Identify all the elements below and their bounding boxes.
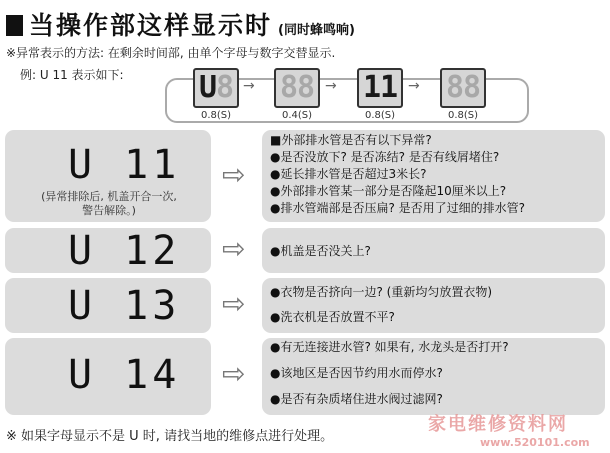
cause-u14-3: ●是否有杂质堵住进水阀过滤网? bbox=[270, 392, 443, 406]
cause-u11-2: ●是否没放下? 是否冻结? 是否有线屑堵住? bbox=[270, 150, 500, 164]
code-u11: U 11 bbox=[68, 142, 181, 188]
lcd-step-3-on: 11 bbox=[362, 70, 398, 105]
code-u12: U 12 bbox=[68, 228, 181, 274]
watermark-url: www.520101.com bbox=[480, 436, 590, 449]
lcd-step-1 bbox=[193, 68, 239, 108]
title-sub: (同时蜂鸣响) bbox=[278, 23, 355, 38]
time-step-2: 0.4(S) bbox=[281, 110, 313, 121]
code-u13: U 13 bbox=[68, 283, 181, 329]
cause-u13-1: ●衣物是否挤向一边? (重新均匀放置衣物) bbox=[270, 285, 493, 299]
cause-u11-5: ●排水管端部是否压扁? 是否用了过细的排水管? bbox=[270, 201, 526, 215]
title-square-icon bbox=[6, 15, 23, 36]
sequence-arrow-2: → bbox=[325, 78, 337, 94]
lcd-step-4-off: 88 bbox=[445, 70, 481, 105]
lcd-step-1-on: U bbox=[198, 70, 216, 105]
lcd-step-3 bbox=[357, 68, 403, 108]
sequence-arrow-1: → bbox=[243, 78, 255, 94]
code-u11-note: (异常排除后, 机盖开合一次, 警告解除。) bbox=[41, 190, 177, 217]
arrow-u12-icon: ⇨ bbox=[222, 232, 246, 265]
arrow-u14-icon: ⇨ bbox=[222, 357, 246, 390]
cause-u12-1: ●机盖是否没关上? bbox=[270, 244, 371, 258]
cause-u14-1: ●有无连接进水管? 如果有, 水龙头是否打开? bbox=[270, 340, 509, 354]
footer-note: ※ 如果字母显示不是 U 时, 请找当地的维修点进行处理。 bbox=[6, 429, 334, 444]
lcd-step-4 bbox=[440, 68, 486, 108]
cause-u11-1: ■外部排水管是否有以下异常? bbox=[270, 133, 432, 147]
example-label: 例: U 11 表示如下: bbox=[20, 68, 124, 82]
time-step-3: 0.8(S) bbox=[364, 110, 396, 121]
lcd-step-2-off: 88 bbox=[279, 70, 315, 105]
lcd-step-2 bbox=[274, 68, 320, 108]
arrow-u13-icon: ⇨ bbox=[222, 287, 246, 320]
cause-u13-2: ●洗衣机是否放置不平? bbox=[270, 310, 395, 324]
sequence-arrow-3: → bbox=[408, 78, 420, 94]
title-main: 当操作部这样显示时 bbox=[29, 11, 273, 40]
cause-u11-4: ●外部排水管某一部分是否隆起10厘米以上? bbox=[270, 184, 507, 198]
time-step-1: 0.8(S) bbox=[200, 110, 232, 121]
page-title bbox=[6, 6, 355, 42]
arrow-u11-icon: ⇨ bbox=[222, 158, 246, 191]
method-note: ※异常表示的方法: 在剩余时间部, 由单个字母与数字交替显示. bbox=[6, 46, 336, 60]
cause-u14-2: ●该地区是否因节约用水而停水? bbox=[270, 366, 443, 380]
cause-u11-3: ●延长排水管是否超过3米长? bbox=[270, 167, 427, 181]
watermark-title: 家电维修资料网 bbox=[428, 414, 568, 435]
lcd-step-1-off: 8 bbox=[216, 70, 234, 105]
time-step-4: 0.8(S) bbox=[447, 110, 479, 121]
code-u14: U 14 bbox=[68, 352, 181, 398]
